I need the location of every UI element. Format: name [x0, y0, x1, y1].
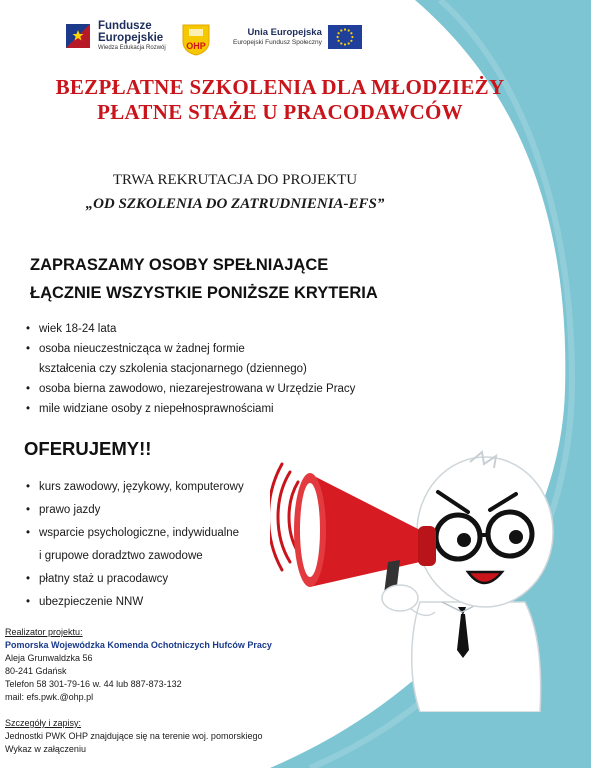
details-line1: Jednostki PWK OHP znajdujące się na terenie woj. pomorskiego: [5, 731, 263, 741]
list-item: [26, 522, 244, 568]
list-item: [26, 568, 244, 591]
list-item: [26, 399, 355, 419]
offer-text: ubezpieczenie NNW: [39, 596, 144, 608]
fe-subtitle: Wiedza Edukacja Rozwój: [98, 45, 166, 52]
headline-line1: BEZPŁATNE SZKOLENIA DLA MŁODZIEŻY: [55, 75, 505, 99]
unia-europejska-logo: [233, 25, 362, 49]
offer-title: OFERUJEMY!!: [24, 438, 152, 459]
ohp-label: OHP: [186, 41, 206, 51]
list-item: [26, 339, 355, 379]
offer-text: wsparcie psychologiczne, indywidualne: [39, 527, 240, 539]
eu-flag-icon: [328, 25, 362, 49]
criteria-text-continued: kształcenia czy szkolenia stacjonarnego (dziennego): [39, 363, 307, 375]
invite-line1: ZAPRASZAMY OSOBY SPEŁNIAJĄCE: [30, 256, 329, 274]
offer-text: płatny staż u pracodawcy: [39, 573, 169, 585]
offer-text-continued: i grupowe doradztwo zawodowe: [39, 550, 203, 562]
offer-text: prawo jazdy: [39, 504, 101, 516]
bullet-icon: •: [26, 323, 31, 335]
address-street: Aleja Grunwaldzka 56: [5, 653, 93, 663]
sound-waves-icon: [270, 464, 298, 570]
invite-line2: ŁĄCZNIE WSZYSTKIE PONIŻSZE KRYTERIA: [30, 284, 378, 302]
realizator-label: Realizator projektu:: [5, 627, 83, 637]
megaphone-icon: [294, 473, 436, 594]
list-item: [26, 319, 355, 339]
bullet-icon: •: [26, 504, 31, 516]
fe-name-line2: Europejskie: [98, 32, 164, 45]
bullet-icon: •: [26, 527, 31, 539]
details-line2: Wykaz w załączeniu: [5, 744, 86, 754]
bullet-icon: •: [26, 403, 31, 415]
project-name: „OD SZKOLENIA DO ZATRUDNIENIA-EFS”: [85, 196, 385, 212]
details-block: [5, 717, 262, 756]
bullet-icon: •: [26, 596, 31, 608]
mascot-megaphone-illustration: [270, 412, 591, 712]
list-item: [26, 499, 244, 522]
offer-list: [26, 476, 244, 614]
bullet-icon: •: [26, 573, 31, 585]
fe-flag-icon: [66, 22, 92, 50]
recruitment-line1: TRWA REKRUTACJA DO PROJEKTU: [112, 172, 358, 188]
criteria-text: osoba nieuczestnicząca w żadnej formie: [39, 343, 245, 355]
criteria-text: wiek 18-24 lata: [39, 323, 117, 335]
realizator-block: [5, 626, 272, 704]
ohp-logo: [179, 22, 213, 56]
eu-subtitle: Europejski Fundusz Społeczny: [233, 38, 322, 46]
list-item: [26, 476, 244, 499]
bullet-icon: •: [26, 481, 31, 493]
organization-name: Pomorska Wojewódzka Komenda Ochotniczych Hufców Pracy: [5, 640, 272, 650]
fundusze-europejskie-logo: [66, 20, 166, 51]
criteria-list: [26, 319, 355, 419]
details-label: Szczegóły i zapisy:: [5, 718, 82, 728]
fe-name-line1: Fundusze: [98, 20, 152, 32]
criteria-text: mile widziane osoby z niepełnosprawnościami: [39, 403, 274, 415]
eu-name: Unia Europejska: [247, 27, 322, 39]
phone-text: Telefon 58 301-79-16 w. 44 lub 887-873-132: [5, 679, 182, 689]
address-city: 80-241 Gdańsk: [5, 666, 67, 676]
offer-text: kurs zawodowy, językowy, komputerowy: [39, 481, 244, 493]
email-text: mail: efs.pwk.@ohp.pl: [5, 692, 94, 702]
headline-line2: PŁATNE STAŻE U PRACODAWCÓW: [97, 100, 463, 124]
criteria-text: osoba bierna zawodowo, niezarejestrowana w Urzędzie Pracy: [39, 383, 356, 395]
bullet-icon: •: [26, 343, 31, 355]
bullet-icon: •: [26, 383, 31, 395]
list-item: [26, 379, 355, 399]
list-item: [26, 591, 244, 614]
